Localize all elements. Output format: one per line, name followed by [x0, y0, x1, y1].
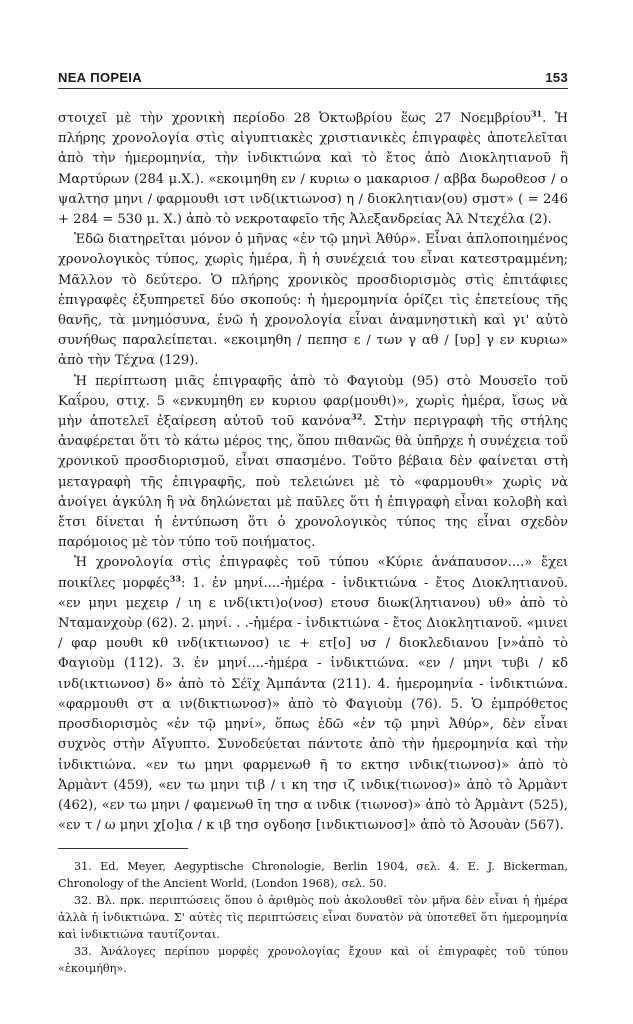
footnote-32: 32. Βλ. πρκ. περιπτώσεις ὅπου ὁ ἀριθμὸς ποὺ ἀκολουθεῖ τὸν μῆνα δὲν εἶναι ἡ ἡμέρα ἀλλὰ ἡ ἰνδικτιώνα. Σ' αὐτὲς τὶς περιπτώσεις εἶναι δυνατὸν νὰ ὑποτεθεῖ ὅτι ἡμερομηνία καὶ ἰνδικτιώνα ταυτίζονται.	[58, 894, 568, 942]
footnotes	[58, 858, 568, 977]
main-text	[58, 109, 568, 836]
running-title: ΝΕΑ ΠΟΡΕΙΑ	[58, 70, 142, 85]
footnote-33: 33. Ἀνάλογες περίπου μορφὲς χρονολογίας ἔχουν καὶ οἱ ἐπιγραφὲς τοῦ τύπου «ἐκοιμήθη».	[58, 945, 568, 976]
book-page	[58, 70, 568, 977]
paragraph-3: Ἡ περίπτωση μιᾶς ἐπιγραφῆς ἀπὸ τὸ Φαγιοὺμ (95) στὸ Μουσεῖο τοῦ Καΐρου, στιχ. 5 «ενκυμηθη εν κυριου φαρ(μουθι)», χωρὶς ἡμέρα, ἴσως νὰ μὴν ἀποτελεῖ ἐξαίρεση αὐτοῦ τοῦ κανόνα$^{32}$. Στὴν περιγραφὴ τῆς στήλης ἀναφέρεται ὅτι τὸ κάτω μέρος της, ὅπου πιθανῶς θὰ ὑπῆρχε ἡ συνέχεια τοῦ χρονικοῦ προσδιορισμοῦ, εἶναι σπασμένο. Τοῦτο βέβαια δὲν φαίνεται στὴ μεταγραφὴ τῆς ἐπιγραφῆς, ποὺ τελειώνει μὲ τὸ «φαρμουθι» χωρὶς νὰ ἀνοίγει ἀγκύλη ἢ νὰ δηλώνεται μὲ παῦλες ὅτι ἡ ἐπιγραφὴ εἶναι κολοβὴ καὶ ἔτσι δίνεται ἡ ἐντύπωση ὅτι ὁ χρονολογικὸς τύπος της εἶναι σχεδὸν παρόμοιος μὲ τὸν τύπο τοῦ ποιήματος.	[58, 373, 568, 551]
page-number: 153	[545, 70, 568, 85]
paragraph-2: Ἐδῶ διατηρεῖται μόνον ὁ μῆνας «ἐν τῷ μηνὶ Ἀθύρ». Εἶναι ἁπλοποιημένος χρονολογικὸς τύπος, χωρὶς ἡμέρα, ἢ ἡ συνέχειά του εἶναι κατεστραμμένη; Μᾶλλον τὸ δεύτερο. Ὁ πλήρης χρονικὸς προσδιορισμὸς στὶς ἐπιτάφιες ἐπιγραφὲς ἐξυπηρετεῖ δύο σκοπούς: ἡ ἡμερομηνία ὁρίζει τὶς ἐπετείους τῆς θανῆς, τὰ μνημόσυνα, ἐνῶ ἡ χρονολογία εἶναι ἀναμνηστικὴ καὶ γι' αὐτὸ συνήθως παραλείπεται. «εκοιμηθη / πεπησ ε / των γ αθ / [υρ] γ εν κυριω» ἀπὸ τὴν Τέχνα (129).	[58, 232, 568, 369]
footnote-divider	[58, 848, 188, 849]
footnote-ref-31[interactable]: 31	[530, 108, 543, 119]
footnote-ref-32[interactable]: 32	[351, 411, 363, 422]
footnote-ref-33[interactable]: 33	[169, 573, 181, 584]
paragraph-4: Ἡ χρονολογία στὶς ἐπιγραφὲς τοῦ τύπου «Κύριε ἀνάπαυσον....» ἔχει ποικίλες μορφές$^{33}$: 1. ἐν μηνί....-ἡμέρα - ἰνδικτιώνα - ἔτος Διοκλητιανοῦ. «εν μηνι μεχειρ / ιη ε ινδ(ικτι)ο(νοσ) ετουσ διωκ(λητιανου) υθ» ἀπὸ τὸ Νταμανχοὺρ (62). 2. μηνί. . .-ἡμέρα - ἰνδικτιώνα - ἔτος Διοκλητιανοῦ. «μινει / φαρ μουθι κθ ινδ(ικτιωνοσ) ιε + ετ[ο] υσ / διοκλεδιανου [ν»ἀπὸ τὸ Φαγιοὺμ (112). 3. ἐν μηνί....-ἡμέρα - ἰνδικτιώνα. «εν / μηνι τυβι / κδ ινδ(ικτιωνοσ) δ» ἀπὸ τὸ Σέϊχ Ἀμπάντα (211). 4. ἡμερομηνία - ἰνδικτιώνα. «φαρμουθι στ α ιν(δικτιωνοσ)» ἀπὸ τὸ Φαγιοὺμ (76). 5. Ὁ ἐμπρόθετος προσδιορισμὸς «ἐν τῷ μηνί», ὅπως ἐδῶ «ἐν τῷ μηνὶ Ἀθύρ», δὲν εἶναι συχνὸς στὴν Αἴγυπτο. Συνοδεύεται πάντοτε ἀπὸ τὴν ἡμερομηνία καὶ τὴν ἰνδικτιώνα. «εν τω μηνι φαρμενωθ ῆ το εκτησ ινδικ(τιωνοσ)» ἀπὸ τὸ Ἁρμὰντ (459), «εν τω μηνι τιβ / ι κη τησ ιζ ινδικ(τιωνοσ)» ἀπὸ τὸ Ἁρμὰντ (462), «εν τω μηνι / φαμενωθ ῑη τησ α ινδικ (τιωνοσ)» ἀπὸ τὸ Ἁρμὰντ (525), «εν τ / ω μηνι χ[ο]ια / κ ιβ τησ ογδοησ [ινδικτιωνοσ]» ἀπὸ τὸ Ἀσουὰν (567).	[58, 555, 568, 834]
paragraph-1: στοιχεῖ μὲ τὴν χρονικὴ περίοδο 28 Ὀκτωβρίου ἕως 27 Νοεμβρίου$^{31}$. Ἡ πλήρης χρονολογία στὶς αἰγυπτιακὲς χριστιανικὲς ἐπιγραφὲς ἀποτελεῖται ἀπὸ τὴν ἡμερομηνία, τὴν ἰνδικτιώνα καὶ τὸ ἔτος ἀπὸ Διοκλητιανοῦ ἢ Μαρτύρων (284 μ.Χ.). «εκοιμηθη εν / κυριω ο μακαριοσ / αββα δωροθεοσ / ο ψαλτησ μηνι / φαρμουθι ιστ ινδ(ικτιωνοσ) η / διοκλητιαν(ου) σμστ» ( = 246 + 284 = 530 μ. Χ.) ἀπὸ τὸ νεκροταφεῖο τῆς Ἀλεξανδρείας Ἀλ Ντεχέλα (2).	[58, 108, 569, 228]
footnote-31: 31. Ed. Meyer, Aegyptische Chronologie, Berlin 1904, σελ. 4. E. J. Bickerman, Chronology of the Ancient World, (London 1968), σελ. 50.	[58, 860, 568, 891]
running-header	[58, 70, 568, 89]
